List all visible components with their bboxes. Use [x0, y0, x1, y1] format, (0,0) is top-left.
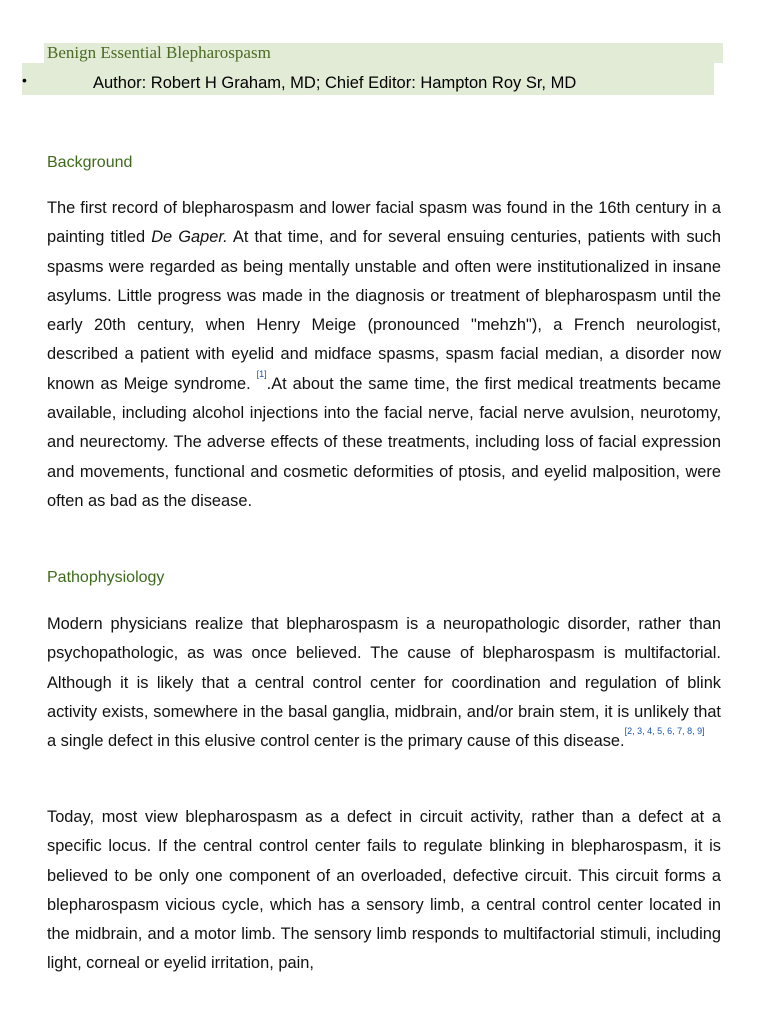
pathophysiology-heading: Pathophysiology [47, 569, 165, 586]
reference-link-1[interactable]: [1] [256, 368, 267, 379]
background-text-c: .At about the same time, the first medical treatments became available, including alcohol injections into the facial nerve, facial nerve avulsion, neurotomy, and neurectomy. The adverse effects of these treatments, including loss of facial expression and movements, functional and cosmetic deformities of ptosis, and eyelid malposition, were often as bad as the disease. [47, 374, 721, 510]
reference-link-2-9[interactable]: [2, 3, 4, 5, 6, 7, 8, 9] [624, 726, 705, 737]
bullet-icon: • [22, 72, 27, 88]
pathophysiology-paragraph-2: Today, most view blepharospasm as a defect in circuit activity, rather than a defect at a specific locus. If the central control center fails to regulate blinking in blepharospasm, it is believed to be only one component of an overloaded, defective circuit. This circuit forms a blepharospasm vicious cycle, which has a sensory limb, a central control center located in the midbrain, and a motor limb. The sensory limb responds to multifactorial stimuli, including light, corneal or eyelid irritation, pain, [47, 808, 721, 973]
background-text-b: At that time, and for several ensuing centuries, patients with such spasms were regarded as being mentally unstable and often were institutionalized in insane asylums. Little progress was made in the diagnosis or treatment of blepharospasm until the early 20th century, when Henry Meige (pronounced "mehzh"), a French neurologist, described a patient with eyelid and midface spasms, spasm facial median, a disorder now known as Meige syndrome. [47, 228, 721, 393]
pathophysiology-paragraph-1 [47, 610, 721, 756]
background-heading: Background [47, 154, 133, 171]
pathophysiology-text-1: Modern physicians realize that blepharospasm is a neuropathologic disorder, rather than psychopathologic, as was once believed. The cause of blepharospasm is multifactorial. Although it is likely that a central control center for coordination and regulation of blink activity exists, somewhere in the basal ganglia, midbrain, and/or brain stem, it is unlikely that a single defect in this elusive control center is the primary cause of this disease. [47, 615, 721, 751]
background-text-a: The first record of blepharospasm and lower facial spasm was found in the 16th century in a painting titled [47, 199, 721, 247]
background-paragraph [47, 194, 721, 516]
author-line: Author: Robert H Graham, MD; Chief Editor: Hampton Roy Sr, MD [93, 74, 577, 92]
painting-title: De Gaper. [151, 228, 228, 247]
document-title: Benign Essential Blepharospasm [47, 43, 271, 62]
